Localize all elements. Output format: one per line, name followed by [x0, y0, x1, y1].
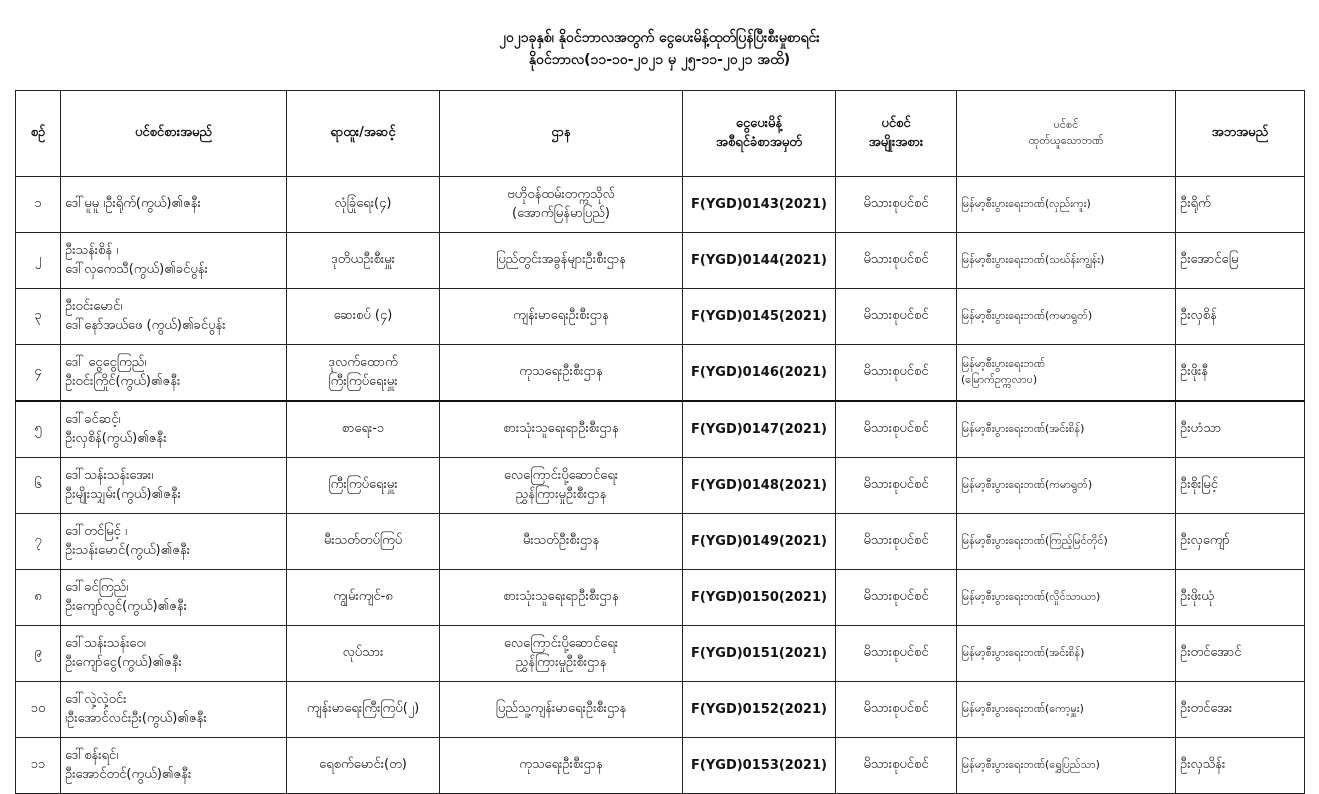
- owner-line1: ဦးဝင်းမောင်၊: [65, 298, 123, 314]
- header-order: [683, 91, 836, 177]
- order-number: F(YGD)0146(2021): [691, 365, 827, 380]
- cell-dept: [440, 458, 683, 514]
- row-number: ၆: [34, 477, 42, 492]
- cell-dept: [440, 738, 683, 794]
- cell-rank: [287, 401, 440, 458]
- header-officer: အဘအမည်: [1176, 91, 1305, 177]
- rank-line1: ရေစက်မောင်း(တ): [319, 757, 407, 772]
- header-order-line2: အစီရင်ခံစာအမှတ်: [716, 134, 802, 150]
- order-number: F(YGD)0150(2021): [691, 590, 827, 605]
- row-number: ၈: [34, 589, 42, 604]
- cell-order: [683, 177, 836, 233]
- table-row: [16, 514, 1305, 570]
- officer-name: ဦးလှစိန်: [1180, 308, 1217, 323]
- header-owner: ပင်စင်စားအမည်: [61, 91, 287, 177]
- cell-owner: [61, 458, 287, 514]
- owner-line1: ဒေါ်ခင်ဆင့်၊: [65, 411, 121, 427]
- order-number: F(YGD)0148(2021): [691, 478, 827, 493]
- cell-rank: [287, 626, 440, 682]
- cell-officer: [1176, 458, 1305, 514]
- cell-no: [16, 458, 61, 514]
- owner-line1: ဒေါ်လှဲ့လှဲ့ဝင်း: [65, 691, 127, 707]
- cell-owner: [61, 177, 287, 233]
- order-number: F(YGD)0144(2021): [691, 253, 827, 268]
- officer-name: ဦးတင်အေး: [1180, 701, 1233, 716]
- header-order-line1: ငွေပေးမိန့်: [735, 115, 783, 131]
- row-number: ၁၀: [30, 701, 46, 716]
- cell-rank: [287, 458, 440, 514]
- table-row: [16, 682, 1305, 738]
- rank-line1: လုပ်သား: [342, 645, 384, 660]
- issuer-line1: မြန်မာ့စီးပွားရေးဘဏ်(ကမာရွတ်): [961, 308, 1093, 322]
- cell-order: [683, 682, 836, 738]
- cell-issuer: [957, 177, 1176, 233]
- table-header-row: [16, 91, 1305, 177]
- cell-order: [683, 626, 836, 682]
- owner-line2: ဒေါ်လှကေသီ(ကွယ်)၏ခင်ပွန်း: [65, 261, 208, 277]
- rank-line1: ကျန်းမာရေးကြီးကြပ်(၂): [306, 701, 420, 716]
- cell-rank: [287, 738, 440, 794]
- page-title: ၂၀၂၁ခုနှစ်၊ နိုဝင်ဘာလအတွက် ငွေပေးမိန့်ထုတ်ပြန်ပြီးစီးမှုစာရင်း: [499, 30, 820, 46]
- cell-dept: [440, 401, 683, 458]
- cell-issuer: [957, 289, 1176, 345]
- cell-issuer: [957, 514, 1176, 570]
- cell-issuer: [957, 570, 1176, 626]
- officer-name: ဦးရိုက်: [1180, 196, 1211, 211]
- cell-officer: [1176, 570, 1305, 626]
- dept-line1: စားသုံးသူရေးရာဦးစီးဌာန: [503, 421, 619, 436]
- order-number: F(YGD)0149(2021): [691, 534, 827, 549]
- header-issuer-line1: ပင်စင်: [1053, 117, 1079, 131]
- dept-line2: ညွှန်ကြားမှုဦးစီးဌာန: [515, 486, 607, 502]
- cell-order: [683, 289, 836, 345]
- table-row: [16, 401, 1305, 458]
- cell-no: [16, 401, 61, 458]
- cell-issuer: [957, 233, 1176, 289]
- cell-rank: [287, 345, 440, 402]
- dept-line1: လေကြောင်းပို့ဆောင်ရေး: [503, 635, 619, 651]
- row-number: ၁၁: [30, 757, 46, 772]
- row-number: ၉: [34, 645, 42, 660]
- dept-line1: ကျန်းမာရေးဦးစီးဌာန: [513, 308, 609, 323]
- dept-line1: လေကြောင်းပို့ဆောင်ရေး: [503, 467, 619, 483]
- order-number: F(YGD)0147(2021): [691, 422, 827, 437]
- cell-no: [16, 289, 61, 345]
- cell-owner: [61, 682, 287, 738]
- rank-line1: စာရေး-၁: [341, 421, 385, 436]
- order-number: F(YGD)0151(2021): [691, 646, 827, 661]
- rank-line1: ကြီးကြပ်ရေးမှူး: [328, 477, 398, 492]
- dept-line1: စားသုံးသူရေးရာဦးစီးဌာန: [503, 589, 619, 604]
- table-row: [16, 177, 1305, 233]
- cell-issuer: [957, 626, 1176, 682]
- cell-type: [836, 626, 957, 682]
- owner-line2: ဦးလှစိန်(ကွယ်)၏ဇနီး: [65, 430, 167, 446]
- cell-officer: [1176, 177, 1305, 233]
- cell-order: [683, 458, 836, 514]
- cell-type: [836, 233, 957, 289]
- issuer-line1: မြန်မာ့စီးပွားရေးဘဏ်(အင်းစိန်): [961, 645, 1085, 659]
- cell-officer: [1176, 345, 1305, 402]
- issuer-line1: မြန်မာ့စီးပွားရေးဘဏ်(သဃ်န်းကျွန်း): [961, 252, 1105, 266]
- owner-line2: ဦးသန်းမောင်(ကွယ်)၏ဇနီး: [65, 542, 190, 558]
- issuer-line1: မြန်မာ့စီးပွားရေးဘဏ်(အင်းစိန်): [961, 421, 1085, 435]
- issuer-line1: မြန်မာ့စီးပွားရေးဘဏ်(ကြည့်မြင်တိုင်): [961, 533, 1108, 547]
- officer-name: ဦးဖိုးယုံ: [1180, 589, 1214, 604]
- header-issuer-line2: ထုတ်ယူသောဘဏ်: [1028, 133, 1104, 147]
- owner-line2: ဦးအောင်တင်(ကွယ်)၏ဇနီး: [65, 766, 192, 782]
- cell-type: [836, 177, 957, 233]
- row-number: ၁: [34, 196, 42, 211]
- dept-line1: ဗဟိုဝန်ထမ်းတက္ကသိုလ်: [507, 186, 615, 202]
- owner-line2: ဦးဝင်းကြိုင်(ကွယ်)၏ဇနီး: [65, 373, 181, 389]
- header-type-line1: ပင်စင်: [881, 115, 911, 131]
- dept-line1: မီးသတ်ဦးစီးဌာန: [522, 533, 600, 548]
- cell-rank: [287, 570, 440, 626]
- cell-issuer: [957, 401, 1176, 458]
- pension-type: မိသားစုပင်စင်: [863, 533, 929, 548]
- rank-line1: ဆေးစပ် (၄): [333, 308, 393, 323]
- dept-line1: ပြည်တွင်းအခွန်များဦးစီးဌာန: [496, 252, 626, 267]
- cell-no: [16, 626, 61, 682]
- cell-owner: [61, 233, 287, 289]
- owner-line1: ဒေါ်တင်မြင့် ၊: [65, 523, 128, 539]
- cell-officer: [1176, 626, 1305, 682]
- cell-order: [683, 570, 836, 626]
- page-subtitle: နိုဝင်ဘာလ(၁၁-၁၀-၂၀၂၁ မှ ၂၅-၁၁-၂၀၂၁ အထိ): [528, 52, 791, 68]
- cell-no: [16, 738, 61, 794]
- pension-table: [15, 90, 1305, 794]
- dept-line1: ကုသရေးဦးစီးဌာန: [519, 364, 603, 379]
- cell-dept: [440, 289, 683, 345]
- owner-line1: ဦးသန်းစိန် ၊: [65, 242, 119, 258]
- owner-line1: ဒေါ်သန်းသန်းဝေ၊: [65, 635, 146, 651]
- table-row: [16, 626, 1305, 682]
- rank-line2: ကြီးကြပ်ရေးမှူး: [328, 373, 398, 389]
- row-number: ၅: [34, 421, 42, 436]
- officer-name: ဦးဖိုးနီ: [1180, 364, 1208, 379]
- row-number: ၇: [34, 533, 42, 548]
- rank-line1: လုံခြုံရေး(၄): [334, 196, 392, 211]
- cell-type: [836, 682, 957, 738]
- header-type-line2: အမျိုးအစား: [868, 134, 924, 150]
- officer-name: ဦးတင်အောင်: [1180, 645, 1242, 660]
- officer-name: ဦးဟံသာ: [1180, 421, 1222, 436]
- header-type: [836, 91, 957, 177]
- cell-issuer: [957, 682, 1176, 738]
- cell-dept: [440, 682, 683, 738]
- table-row: [16, 289, 1305, 345]
- cell-dept: [440, 345, 683, 402]
- pension-type: မိသားစုပင်စင်: [863, 421, 929, 436]
- issuer-line1: မြန်မာ့စီးပွားရေးဘဏ်(လှိုင်သာယာ): [961, 589, 1101, 603]
- owner-line1: ဒေါ်စန်းရင်၊: [65, 747, 119, 763]
- row-number: ၃: [34, 308, 42, 323]
- table-row: [16, 570, 1305, 626]
- order-number: F(YGD)0153(2021): [691, 758, 827, 773]
- pension-type: မိသားစုပင်စင်: [863, 757, 929, 772]
- owner-line2: ဒေါ်နော်အယ်ဖေ (ကွယ်)၏ခင်ပွန်း: [65, 317, 226, 333]
- cell-dept: [440, 514, 683, 570]
- cell-dept: [440, 177, 683, 233]
- cell-type: [836, 289, 957, 345]
- cell-no: [16, 177, 61, 233]
- header-no: စဉ်: [16, 91, 61, 177]
- cell-type: [836, 345, 957, 402]
- cell-no: [16, 570, 61, 626]
- pension-type: မိသားစုပင်စင်: [863, 252, 929, 267]
- rank-line1: ဒုလက်ထောက်: [328, 354, 398, 370]
- header-issuer: [957, 91, 1176, 177]
- dept-line2: (အောက်မြန်မာပြည်): [512, 205, 610, 221]
- dept-line1: ပြည်သူ့ကျန်းမာရေးဦးစီးဌာန: [495, 701, 627, 716]
- cell-rank: [287, 682, 440, 738]
- header-rank: ရာထူး/အဆင့်: [287, 91, 440, 177]
- owner-line1: ဒေါ်ခင်ကြည်၊: [65, 579, 129, 595]
- owner-line2: ဦးကျော်ငွေ(ကွယ်)၏ဇနီး: [65, 654, 182, 670]
- dept-line2: ညွှန်ကြားမှုဦးစီးဌာန: [515, 654, 607, 670]
- cell-issuer: [957, 345, 1176, 402]
- cell-issuer: [957, 738, 1176, 794]
- owner-line1: ဒေါ် ငွေငွေကြည်၊: [65, 354, 147, 370]
- row-number: ၂: [34, 252, 42, 267]
- cell-officer: [1176, 738, 1305, 794]
- cell-type: [836, 738, 957, 794]
- rank-line1: မီးသတ်တပ်ကြပ်: [323, 533, 403, 548]
- issuer-line1: မြန်မာ့စီးပွားရေးဘဏ်(ကမာရွတ်): [961, 477, 1093, 491]
- cell-owner: [61, 289, 287, 345]
- cell-dept: [440, 626, 683, 682]
- pension-type: မိသားစုပင်စင်: [863, 364, 929, 379]
- cell-officer: [1176, 682, 1305, 738]
- officer-name: ဦးစိုးမြင့်: [1180, 477, 1218, 492]
- cell-rank: [287, 177, 440, 233]
- cell-no: [16, 682, 61, 738]
- pension-type: မိသားစုပင်စင်: [863, 196, 929, 211]
- cell-order: [683, 233, 836, 289]
- pension-type: မိသားစုပင်စင်: [863, 477, 929, 492]
- rank-line1: ကျွမ်းကျင်-၈: [333, 589, 393, 604]
- officer-name: ဦးအောင်မြေ: [1180, 252, 1239, 267]
- cell-no: [16, 345, 61, 402]
- cell-officer: [1176, 233, 1305, 289]
- dept-line1: ကုသရေးဦးစီးဌာန: [519, 757, 603, 772]
- table-row: [16, 458, 1305, 514]
- pension-type: မိသားစုပင်စင်: [863, 645, 929, 660]
- issuer-line1: မြန်မာ့စီးပွားရေးဘဏ်(ကော့မှူး): [961, 701, 1084, 715]
- cell-no: [16, 233, 61, 289]
- cell-dept: [440, 570, 683, 626]
- owner-line1: ဒေါ်မူမူ ၊ဦးရိုက်(ကွယ်)၏ဇနီး: [65, 196, 201, 211]
- cell-order: [683, 514, 836, 570]
- cell-issuer: [957, 458, 1176, 514]
- order-number: F(YGD)0143(2021): [691, 197, 827, 212]
- cell-officer: [1176, 514, 1305, 570]
- cell-officer: [1176, 289, 1305, 345]
- cell-order: [683, 401, 836, 458]
- cell-type: [836, 401, 957, 458]
- row-number: ၄: [34, 364, 42, 379]
- owner-line1: ဒေါ်သန်းသန်းအေး၊: [65, 467, 154, 483]
- cell-type: [836, 570, 957, 626]
- cell-order: [683, 738, 836, 794]
- issuer-line1: မြန်မာ့စီးပွားရေးဘဏ်(လှည်းကူး): [961, 196, 1091, 210]
- cell-rank: [287, 233, 440, 289]
- owner-line2: ၊ဦးအောင်လင်းဦး(ကွယ်)၏ဇနီး: [65, 710, 207, 726]
- pension-type: မိသားစုပင်စင်: [863, 701, 929, 716]
- owner-line2: ဦးကျော်လွင်(ကွယ်)၏ဇနီး: [65, 598, 187, 614]
- cell-rank: [287, 514, 440, 570]
- cell-dept: [440, 233, 683, 289]
- cell-officer: [1176, 401, 1305, 458]
- issuer-line1: မြန်မာ့စီးပွားရေးဘဏ်: [961, 356, 1045, 370]
- officer-name: ဦးလှကျော်: [1180, 533, 1230, 548]
- pension-type: မိသားစုပင်စင်: [863, 589, 929, 604]
- rank-line1: ဒုတိယဦးစီးမှူး: [331, 252, 395, 267]
- table-row: [16, 233, 1305, 289]
- cell-owner: [61, 570, 287, 626]
- issuer-line1: မြန်မာ့စီးပွားရေးဘဏ်(ရွှေပြည်သာ): [961, 757, 1100, 771]
- cell-owner: [61, 514, 287, 570]
- cell-owner: [61, 626, 287, 682]
- cell-type: [836, 458, 957, 514]
- table-row: [16, 738, 1305, 794]
- table-row: [16, 345, 1305, 402]
- header-dept: ဌာန: [440, 91, 683, 177]
- pension-type: မိသားစုပင်စင်: [863, 308, 929, 323]
- order-number: F(YGD)0152(2021): [691, 702, 827, 717]
- cell-no: [16, 514, 61, 570]
- officer-name: ဦးလှသိန်း: [1180, 757, 1226, 772]
- order-number: F(YGD)0145(2021): [691, 309, 827, 324]
- cell-rank: [287, 289, 440, 345]
- cell-order: [683, 345, 836, 402]
- issuer-line2: (မြောက်ဥက္ကလာပ): [961, 372, 1038, 386]
- owner-line2: ဦးမျိုးသျှမ်း(ကွယ်)၏ဇနီး: [65, 486, 181, 502]
- cell-owner: [61, 401, 287, 458]
- cell-owner: [61, 738, 287, 794]
- cell-owner: [61, 345, 287, 402]
- cell-type: [836, 514, 957, 570]
